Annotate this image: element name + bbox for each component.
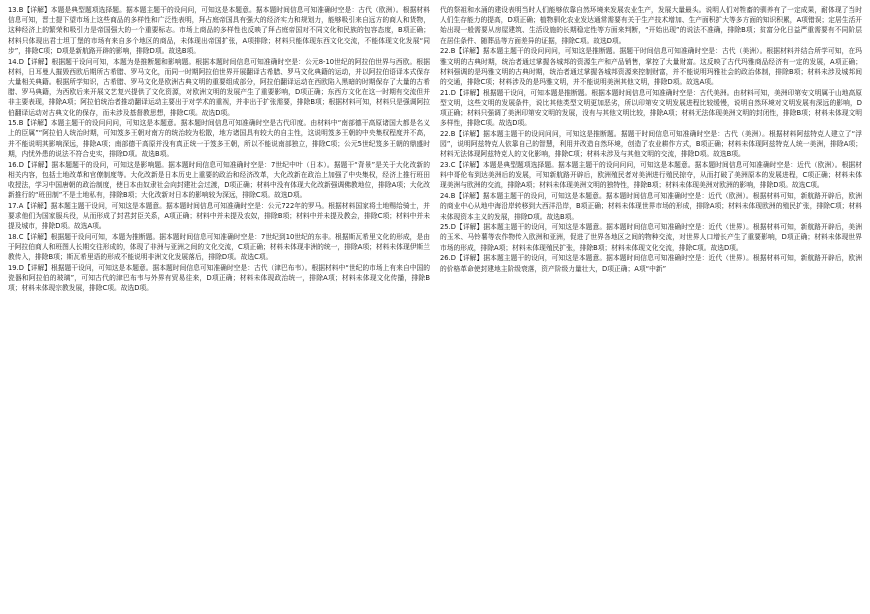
answer-entry [440,88,862,129]
question-number: 17. [8,201,19,210]
answer-label: B【详解】 [450,129,484,138]
answer-label: A【详解】 [18,201,51,210]
answer-entry [440,129,862,160]
answer-entry [440,222,862,253]
answer-entry [8,201,430,232]
answer-entry [8,263,430,294]
answer-label: B【详解】 [450,192,483,201]
answer-label: D【详解】 [18,160,52,169]
answer-entry [8,118,430,159]
explanation-text: 据本题主题干的设问，可知这是本题意。据本题时间信息可知准确时空是：近代（世界）。根据材料可知，新航路开辟后，欧洲的价格革命使封建地主阶级衰落，资产阶级力量壮大，D项正确；A项“中新” [440,254,862,273]
explanation-text: 根据题干设问，可知本题是推断题。根据本题时间信息可知准确时空是：古代美洲。由材料可知，美洲印第安文明属于山地高原型文明，这些文明的发展条件，说比其他类型文明更加恶劣，所以印第安文明发展进程比较缓慢，说明自然环境对文明发展有深远的影响，D项正确；材料只强调了美洲印第安文明的发展，没有与其他文明比较，排除A项；材料无法体现美洲文明的封闭性，排除B项；材料未体现文明多样性，排除C项。故选D项。 [440,88,862,128]
answer-entry [440,46,862,87]
answer-label: D【详解】 [450,223,484,232]
answer-entry [8,160,430,201]
question-number: 19. [8,264,19,273]
answer-entry [8,57,430,118]
question-number: 23. [440,161,451,170]
explanation-text: 根据题干设问可知，本题为是推断题和影响题。根据本题时间信息可知准确时空是：公元8-10世纪的阿拉伯世界与西欧。根据材料，日耳曼人摧毁西欧后期所古希腊、罗马文化，而同一时期阿拉伯世界开展翻译古希腊、罗马文化典籍的运动，并以阿拉伯语译本式保存大量相关典籍。根据所学知识，古希腊、罗马文化是欧洲古典文明的重要组成部分，阿拉伯翻译运动在西欧陷入黑暗的时期保存了大量的古希腊、罗马典籍，为西欧后来开展文艺复兴提供了文化资源，对欧洲文明的发展产生了重要影响，D项正确；东西方文化在这一时期有交流但并非主要表现，排除A项；阿拉伯统治者推动翻译运动主要出于对学术的重视，并非出于扩张需要，排除B项；根据材料可知，材料只是强调阿拉伯翻译运动对古典文化的保存，而未涉及基督教思想，排除C项。故选D项。 [8,57,430,117]
explanation-text: 据本题主题干的设问，可知这是本题意。据本题时间信息可知准确时空是：近代（欧洲）。根据材料可知，新航路开辟后，欧洲的商业中心从地中海沿岸转移到大西洋沿岸，B项正确；材料未体现世界市场的形成，排除A项；材料未体现欧洲的殖民扩张，排除C项；材料未体现资本主义的发展，排除D项。故选B项。 [440,192,862,221]
answer-label: D【详解】 [450,88,484,97]
explanation-text: 据本题主题干设问，可知这是本题意。据本题时间信息可知准确时空是：公元722年的罗马。根据材料国家将土地赐给骑士，并要求他们为国家服兵役，从而形成了封君封臣关系，A项正确；材料中并未提及农奴，排除B项；材料中并未提及教会，排除C项；材料中并未提及城市，排除D项。故选A项。 [8,201,430,231]
answer-label: D【详解】 [18,57,52,66]
question-number: 14. [8,57,19,66]
explanation-text: 根据题干设问，可知这是本题意。据本题时间信息可知准确时空是：古代（津巴布韦）。根据材料中“世纪的市场上有来自中国的瓷器和阿拉伯的玻璃”，可知古代的津巴布韦与外界有贸易往来，D项正确；材料未体现政治统一，排除A项；材料未体现文化传播，排除B项；材料未体现宗教发展，排除C项。故选D项。 [8,264,430,293]
explanation-text: 本题是典型题项选择题。据本题主题干的设问问问，可知这是本题意。据本题时间信息可知准确时空是：近代（欧洲）。根据材料中哥伦布到达美洲后的发展，可知新航路开辟后，欧洲殖民者对美洲进行殖民掠夺，从而打破了美洲原本的发展进程，C项正确；材料未体现美洲与欧洲的交流，排除A项；材料未体现美洲文明的独特性，排除B项；材料未体现美洲对欧洲的影响，排除D项。故选C项。 [440,161,862,190]
answer-label: D【详解】 [18,264,52,273]
answer-label: C【详解】 [450,161,483,170]
answer-entry [440,5,862,46]
question-number: 22. [440,129,451,138]
explanation-text: 据本题主题干的设问问问，可知这是推断题。据题干时间信息可知准确时空是：古代（美洲）。根据材料阿兹特克人建立了“浮园”，说明阿兹特克人依靠自己的智慧，利用并改造自然环境，创造了农业耕作方式，B项正确；材料未体现阿兹特克人统一美洲，排除A项；材料无法体现阿兹特克人的文化影响，排除C项；材料未涉及与其他文明的交流，排除D项。故选B项。 [440,129,862,159]
explanation-text: 据本题主题干的设问，可知这是本题意。据本题时间信息可知准确时空是：近代（世界）。根据材料可知，新航路开辟后，美洲的玉米、马铃薯等农作物传入欧洲和亚洲，促进了世界各地区之间的物种交流，对世界人口增长产生了重要影响，D项正确；材料未体现世界市场的形成，排除A项；材料未体现殖民扩张，排除B项；材料未体现文化交流，排除C项。故选D项。 [440,223,862,252]
right-column [440,5,862,610]
answer-label: B【详解】 [450,47,483,56]
question-number: 25. [440,223,451,232]
question-number: 21. [440,88,451,97]
answer-entry [8,232,430,263]
answer-entry [440,160,862,191]
answer-label: D【详解】 [450,254,484,263]
left-column [8,5,430,610]
explanation-text: 本题主题干的设问问问，可知这是本题意。据本题时间信息可知准确时空是古代印度。由材料中“南部德干高原诸国大都是名义上的臣属”“阿拉伯人统治时期，可知笈多王朝对南方的统治较为松散，地方诸国具有较大的自主性，这说明笈多王朝的中央集权程度并不高，并不能说明其影响深远，排除A项；南部德干高原并没有真正统一于笈多王朝，所以不能说南部独立，排除C项；公元5世纪笈多王朝的鼎盛时期，内忧外患的说法不符合史实，排除D项。故选B项。 [8,119,430,158]
answer-label: C【详解】 [18,232,51,241]
question-number: 18. [8,232,19,241]
answer-label: B【详解】 [18,6,51,14]
explanation-text: 据本题主题干的设问问问，可知这是推断题。据题干时间信息可知准确时空是：古代（美洲）。根据材料并结合所学可知，在玛雅文明的古典时期，统治者通过掌握各城邦的资源生产和产品销售，掌控了大量财富。这反映了古代玛雅商品经济有一定的发展，A项正确；材料强调的是玛雅文明的古典时期，统治者通过掌握各城邦资源来控制财富，并不能说明玛雅社会的政治体制，排除B项；材料未涉及城邦间的交通，排除C项；材料涉及的是玛雅文明，并不能说明美洲其他文明，排除D项。故选A项。 [440,47,862,86]
answer-entry [8,5,430,56]
question-number: 16. [8,160,19,169]
answer-entry [440,253,862,273]
question-number: 26. [440,254,451,263]
question-number: 24. [440,192,451,201]
explanation-text: 本题是典型题项选择题。据本题主题干的设问问，可知这是本题意。据本题时间信息可知准确时空是：古代（欧洲）。根据材料信息可知，晋士提下望市场上这些商品的多样性和广泛性表明，拜占庭帝国具有强大的经济实力和规划力，能够吸引来自远方的商人和货物，这种经济上的繁荣和吸引力是帝国强大的一个重要标志。市场上商品的多样性也反映了拜占庭帝国对不同文化和民族的包容态度，B项正确；材料只体现出君士坦丁堡的市场有来自多个地区的商品，未体现出帝国扩张，A项排除；材料只能体现东西文化交流，不能体现文化发展“同步”，排除C项；D项是新航路开辟的影响，排除D项。故选B项。 [8,6,430,55]
question-number: 15. [8,119,19,128]
explanation-text: 根据题干设问可知，本题为推断题。据本题时间信息可知准确时空是：7世纪到10世纪的东非。根据斯瓦希里文化的形成，是由于阿拉伯商人和班图人长期交往形成的，体现了非洲与亚洲之间的文化交流，C项正确；材料未体现非洲的统一，排除A项；材料未体现伊斯兰教传入，排除B项；斯瓦希里语的形成不能说明非洲文化发展落后，排除D项。故选C项。 [8,232,430,262]
explanation-text: 代的祭祖和水涌的建设表明当时人们能够依靠自然环境来发展农业生产，发展大量最头。说明人们对牲畜的驯养有了一定成果，耐体现了当时人们生存能力的提高，D项正确；植物驯化农业发达通常需要有关于生产技术增加、生产面积扩大等多方面的知识积累，A项错误；定居生活开始出现一般需要从房屋建筑、生活设施的长期稳定性等方面来判断，“开始出现”的说法不准确，排除B项；贫富分化日益严重需要有不同阶层在居住条件、随葬品等方面差异的证据，排除C项。故选D项。 [440,6,862,45]
question-number: 22. [440,47,451,56]
explanation-text: 据本题题干的设问，可知这是影响题。据本题时间信息可知准确时空是：7世纪中叶（日本）。据题干“背景”是关于大化改新的相关内容，包括土地改革和官僚制度等。大化改新是日本历史上重要的政治和经济改革，大化改新在政治上加强了中央集权，经济上推行班田收授法，学习中国唐朝的政治制度，使日本由奴隶社会向封建社会过渡，D项正确；材料中没有体现大化改新强调佛教地位，排除A项；大化改新推行的“班田制”不是土地私有，排除B项；大化改新对日本的影响较为深远，排除C项。故选D项。 [8,160,430,200]
answer-label: B【详解】 [18,119,51,128]
answer-entry [440,191,862,222]
question-number: 13. [8,6,19,14]
